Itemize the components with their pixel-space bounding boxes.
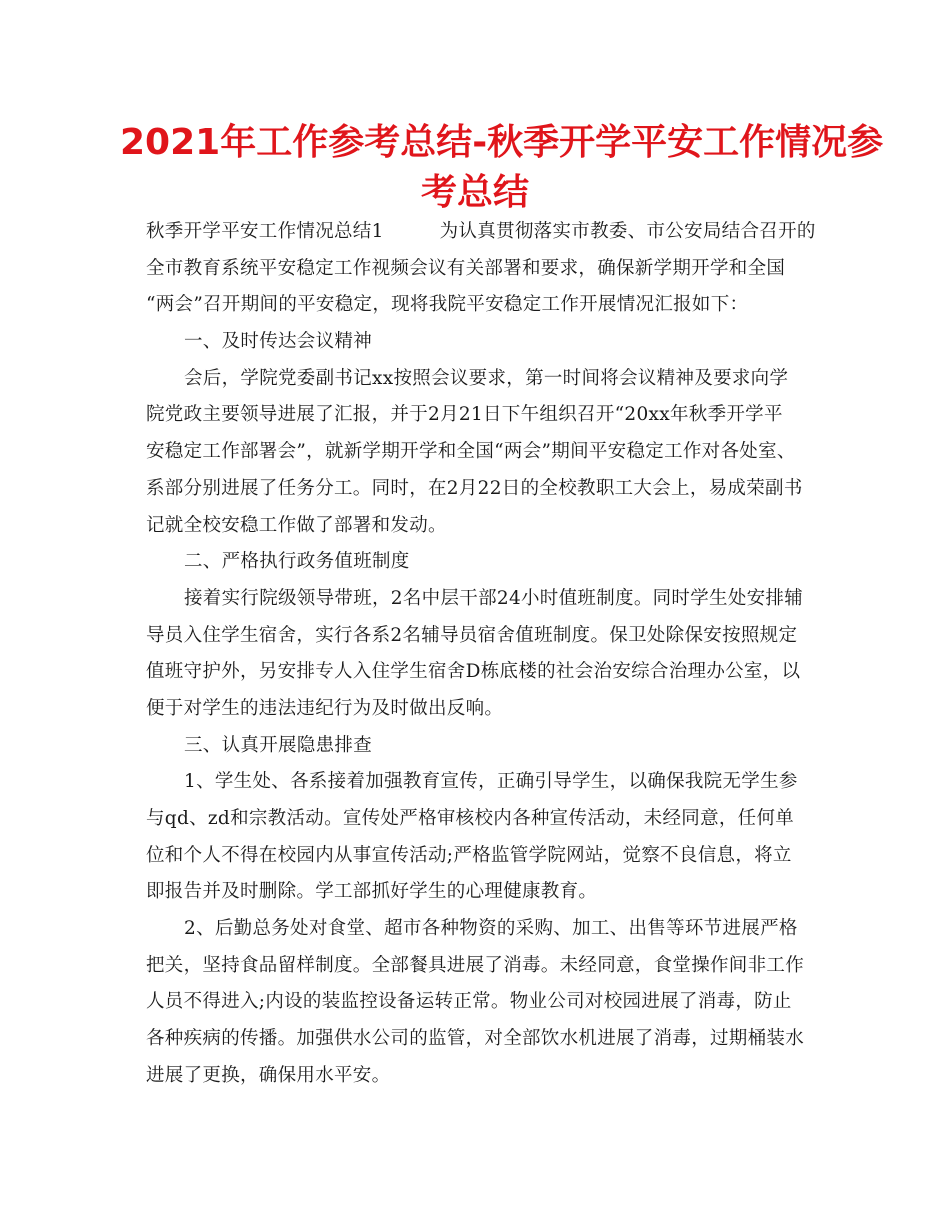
document-body — [146, 214, 816, 1095]
body-line: 1、学生处、各系接着加强教育宣传，正确引导学生，以确保我院无学生参 — [184, 771, 798, 793]
body-line: 进展了更换，确保用水平安。 — [146, 1064, 391, 1086]
body-line: 系部分别进展了任务分工。同时，在2月22日的全校教职工大会上，易成荣副书 — [146, 477, 803, 499]
body-line: “两会”召开期间的平安稳定，现将我院平安稳定工作开展情况汇报如下： — [146, 294, 749, 316]
body-line — [146, 214, 816, 251]
body-line: 接着实行院级领导带班，2名中层干部24小时值班制度。同时学生处安排辅 — [184, 587, 804, 609]
body-line: 值班守护外，另安排专人入住学生宿舍D栋底楼的社会治安综合治理办公室，以 — [146, 661, 801, 683]
body-text: 为认真贯彻落实市教委、市公安局结合召开的 — [439, 221, 816, 242]
body-line: 会后，学院党委副书记xx按照会议要求，第一时间将会议精神及要求向学 — [184, 367, 789, 389]
section-heading: 一、及时传达会议精神 — [184, 331, 373, 353]
body-line: 2、后勤总务处对食堂、超市各种物资的采购、加工、出售等环节进展严格 — [184, 918, 798, 940]
body-line: 各种疾病的传播。加强供水公司的监管，对全部饮水机进展了消毒，过期桶装水 — [146, 1028, 805, 1050]
body-line: 人员不得进入;内设的装监控设备运转正常。物业公司对校园进展了消毒，防止 — [146, 991, 792, 1013]
body-line: 即报告并及时删除。学工部抓好学生的心理健康教育。 — [146, 881, 598, 903]
document-title — [120, 118, 884, 218]
body-line: 安稳定工作部署会”，就新学期开学和全国“两会”期间平安稳定工作对各处室、 — [146, 441, 796, 463]
section-heading: 三、认真开展隐患排查 — [184, 734, 373, 756]
body-line: 院党政主要领导进展了汇报，并于2月21日下午组织召开“20xx年秋季开学平 — [146, 404, 783, 426]
body-line: 与qd、zd和宗教活动。宣传处严格审核校内各种宣传活动，未经同意，任何单 — [146, 808, 795, 829]
body-line: 位和个人不得在校园内从事宣传活动;严格监管学院网站，觉察不良信息，将立 — [146, 844, 792, 866]
body-line: 全市教育系统平安稳定工作视频会议有关部署和要求，确保新学期开学和全国 — [146, 257, 786, 279]
body-line: 记就全校安稳工作做了部署和发动。 — [146, 514, 447, 536]
title-line-2: 考总结 — [420, 172, 529, 213]
section-heading: 秋季开学平安工作情况总结1 — [146, 221, 384, 242]
body-line: 便于对学生的违法违纪行为及时做出反响。 — [146, 697, 504, 719]
body-line: 把关，坚持食品留样制度。全部餐具进展了消毒。未经同意，食堂操作间非工作 — [146, 954, 805, 976]
body-line: 导员入住学生宿舍，实行各系2名辅导员宿舍值班制度。保卫处除保安按照规定 — [146, 624, 798, 646]
section-heading: 二、严格执行政务值班制度 — [184, 551, 410, 573]
title-line-1: 2021年工作参考总结-秋季开学平安工作情况参 — [120, 122, 884, 163]
